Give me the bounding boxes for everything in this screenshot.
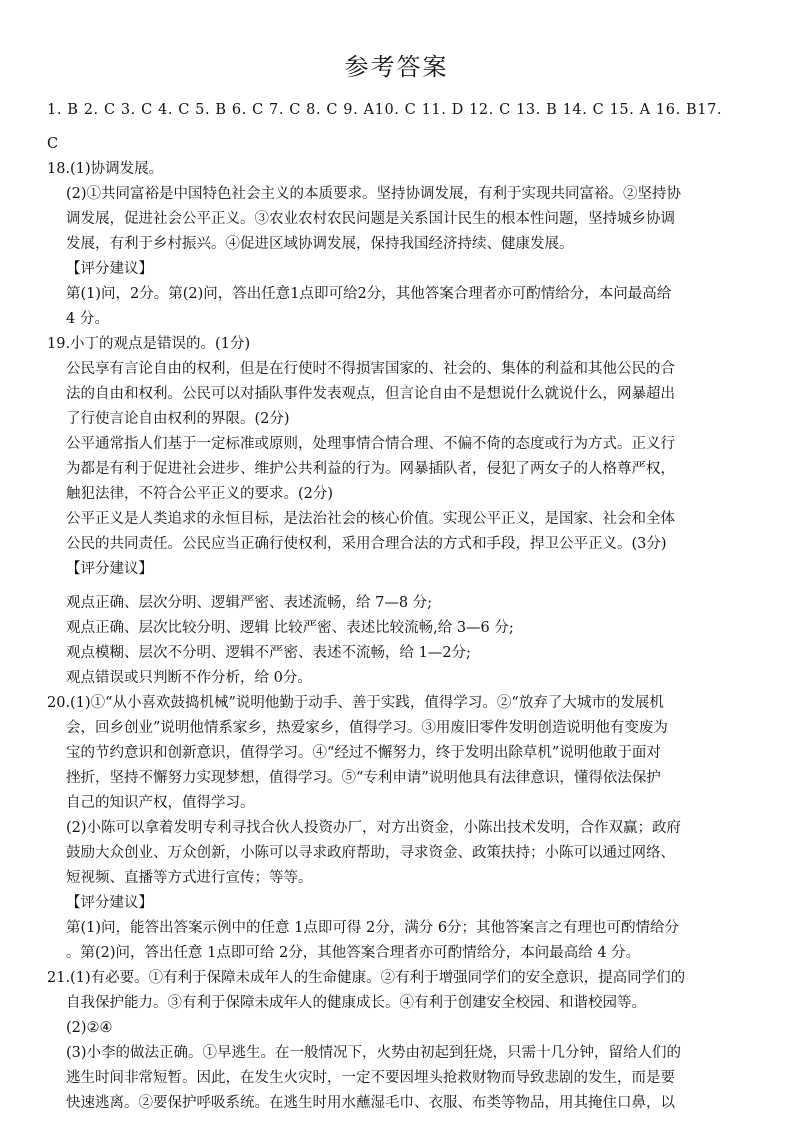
q20-line: 短视频、直播等方式进行宣传；等等。 [66,870,313,886]
q20-scoring-line: 。第(2)问，答出任意 1点即可给 2分，其他答案合理者亦可酌情给分，本问最高给 4 分。 [66,945,641,961]
q21-line: (3)小李的做法正确。①早逃生。在一般情况下，火势由初起到狂烧，只需十几分钟，留给人们的 [66,1045,682,1061]
page-title: 参考答案 [344,53,449,81]
q19-line: 法的自由和权利。公民可以对插队事件发表观点，但言论自由不是想说什么就说什么，网暴超出 [66,386,675,402]
q19-line: 公民享有言论自由的权利，但是在行使时不得损害国家的、社会的、集体的利益和其他公民的合 [66,361,675,377]
q18-line: (2)①共同富裕是中国特色社会主义的本质要求。坚持协调发展，有利于实现共同富裕。②坚持协 [66,186,682,202]
q20-line: 宝的节约意识和创新意识，值得学习。④“经过不懈努力，终于发明出除草机”说明他敢于面对 [66,745,661,761]
answer-line-mc-cont: C [47,136,59,152]
q19-line: 为都是有利于促进社会进步、维护公共利益的行为。网暴插队者，侵犯了两女子的人格尊严权， [66,461,675,477]
q19-scoring-heading: 【评分建议】 [66,561,153,577]
q20-scoring-heading: 【评分建议】 [66,895,153,911]
answer-line-mc: 1. B 2. C 3. C 4. C 5. B 6. C 7. C 8. C 9. A10. C 11. D 12. C 13. B 14. C 15. A 16. B17. [47,102,723,118]
q20-scoring-line: 第(1)问，能答出答案示例中的任意 1点即可得 2分，满分 6分；其他答案言之有理也可酌情给分 [66,920,680,936]
q19-scoring-line: 观点正确、层次分明、逻辑严密、表述流畅，给 7—8 分; [66,595,433,611]
q20-line: 会，回乡创业”说明他情系家乡，热爱家乡，值得学习。③用废旧零件发明创造说明他有变废为 [66,720,668,736]
q20-line: 挫折，坚持不懈努力实现梦想，值得学习。⑤“专利申请”说明他具有法律意识，懂得依法保护 [66,770,661,786]
q19-line: 公平通常指人们基于一定标准或原则，处理事情合情合理、不偏不倚的态度或行为方式。正义行 [66,436,675,452]
q21-heading: 21.(1)有必要。①有利于保障未成年人的生命健康。②有利于增强同学们的安全意识，提高同学们的 [47,970,686,986]
q19-line: 公平正义是人类追求的永恒目标，是法治社会的核心价值。实现公平正义，是国家、社会和全体 [66,511,675,527]
q19-scoring-line: 观点正确、层次比较分明、逻辑 比较严密、表述比较流畅,给 3—6 分; [66,620,514,636]
q19-line: 触犯法律，不符合公平正义的要求。(2分) [66,486,334,502]
q19-scoring-line: 观点错误或只判断不作分析，给 0分。 [66,670,312,686]
q20-line: (2)小陈可以拿着发明专利寻找合伙人投资办厂，对方出资金，小陈出技术发明，合作双赢；政府 [66,820,682,836]
q19-line: 了行使言论自由权利的界限。(2分) [66,411,290,427]
q20-line: 鼓励大众创业、万众创新，小陈可以寻求政府帮助，寻求资金、政策扶持；小陈可以通过网络、 [66,845,675,861]
q18-scoring-line: 第(1)问，2分。第(2)问，答出任意1点即可给2分，其他答案合理者亦可酌情给分，本问最高给 [66,286,672,302]
q18-line: 调发展，促进社会公平正义。③农业农村农民问题是关系国计民生的根本性问题，坚持城乡协调 [66,211,675,227]
q20-heading: 20.(1)①“从小喜欢鼓捣机械”说明他勤于动手、善于实践，值得学习。②“放弃了大城市的发展机 [47,695,664,711]
q19-line: 公民的共同责任。公民应当正确行使权利，采用合理合法的方式和手段，捍卫公平正义。(3分) [66,536,667,552]
q21-line: 逃生时间非常短暂。因此，在发生火灾时，一定不要因埋头抢救财物而导致悲剧的发生，而是要 [66,1070,675,1086]
q18-line: 发展，有利于乡村振兴。④促进区域协调发展，保持我国经济持续、健康发展。 [66,236,574,252]
q21-line: 自我保护能力。③有利于保障未成年人的健康成长。④有利于创建安全校园、和谐校园等。 [66,995,646,1011]
q18-heading: 18.(1)协调发展。 [47,161,164,177]
q19-heading: 19.小丁的观点是错误的。(1分) [47,336,251,352]
q21-line: 快速逃离。②要保护呼吸系统。在逃生时用水蘸湿毛巾、衣服、布类等物品，用其掩住口鼻，以 [66,1095,675,1111]
q20-line: 自己的知识产权，值得学习。 [66,795,255,811]
q18-scoring-line: 4 分。 [66,311,109,327]
q21-line: (2)②④ [66,1020,113,1036]
q18-scoring-heading: 【评分建议】 [66,261,153,277]
q19-scoring-line: 观点模糊、层次不分明、逻辑不严密、表述不流畅，给 1—2分; [66,645,471,661]
